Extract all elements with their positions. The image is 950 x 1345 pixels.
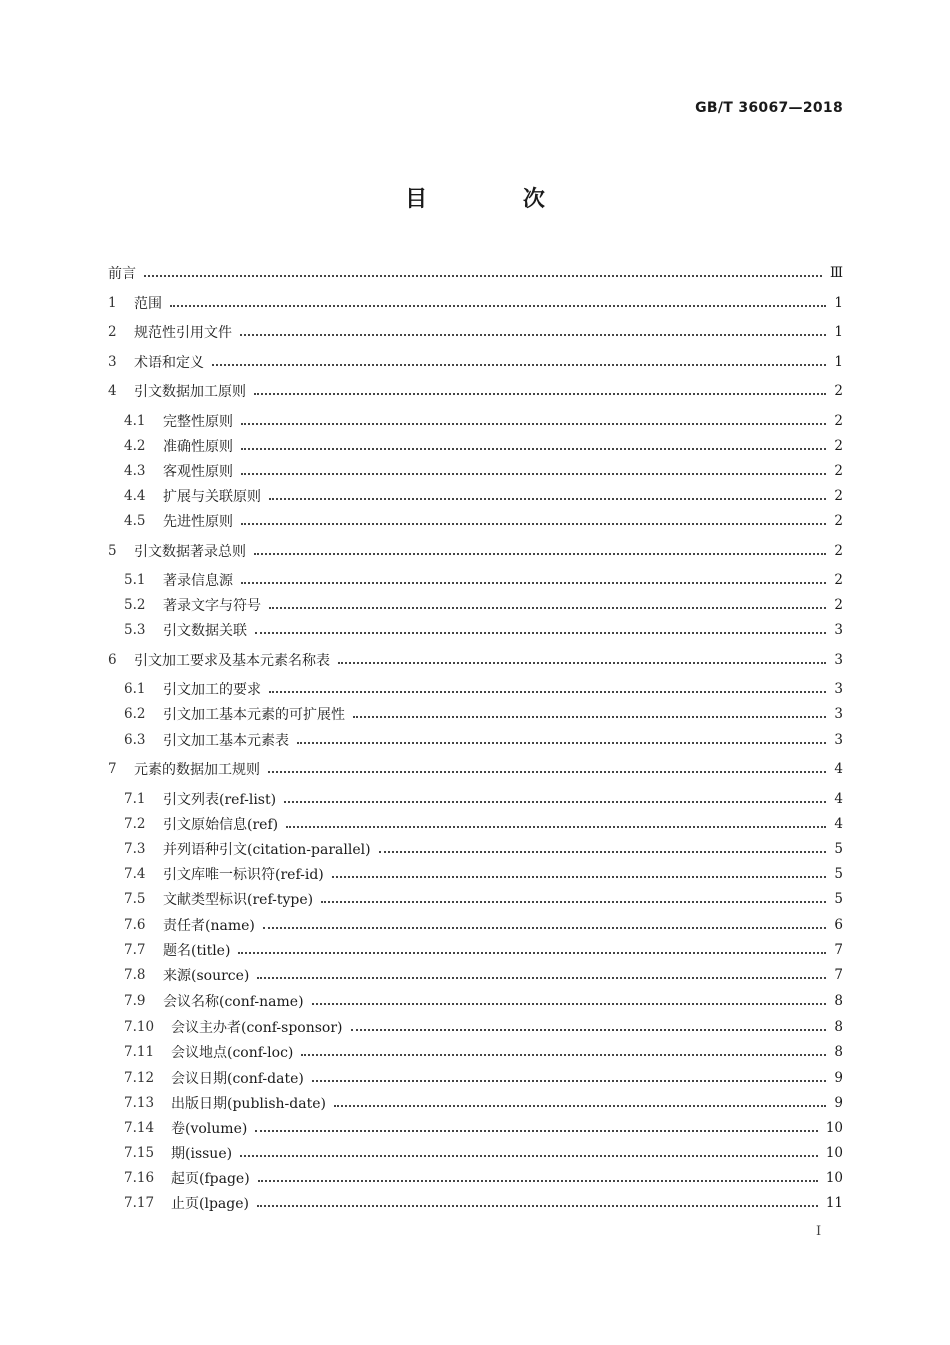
toc-entry[interactable] [108,990,843,1012]
toc-leader-dots [257,976,826,979]
toc-leader-dots [238,951,826,954]
toc-leader-dots [144,274,822,277]
toc-leader-dots [254,392,826,395]
standard-code: GB/T 36067—2018 [695,100,843,116]
toc-entry[interactable] [108,540,843,562]
toc-entry-label: 著录文字与符号 [163,598,261,614]
toc-entry[interactable] [108,1117,843,1139]
toc-entry-page: 1 [834,324,843,340]
toc-entry-page: 1 [834,295,843,311]
toc-entry-number: 1 [108,295,117,311]
toc-entry[interactable] [108,262,843,284]
toc-entry[interactable] [108,914,843,936]
toc-leader-dots [241,422,826,425]
toc-entry-label: 引文加工基本元素的可扩展性 [163,707,345,723]
toc-leader-dots [255,1129,818,1132]
toc-entry-label: 会议日期(conf-date) [171,1071,304,1087]
toc-entry-number: 7.10 [124,1019,155,1035]
toc-leader-dots [240,333,826,336]
toc-entry-number: 4.3 [124,463,146,479]
toc-entry-label: 引文列表(ref-list) [163,792,277,808]
toc-entry-label: 期(issue) [171,1146,233,1162]
toc-entry[interactable] [108,619,843,641]
toc-entry-page: 5 [834,841,843,857]
toc-entry-page: Ⅲ [829,265,843,281]
toc-entry-label: 先进性原则 [163,514,233,530]
toc-entry-page: 10 [825,1145,843,1161]
toc-entry-number: 6.2 [124,706,146,722]
toc-entry-number: 7.3 [124,841,146,857]
toc-entry[interactable] [108,964,843,986]
toc-entry-label: 引文库唯一标识符(ref-id) [163,867,324,883]
toc-entry-number: 7.17 [124,1195,155,1211]
toc-entry-page: 2 [834,597,843,613]
toc-entry-label: 引文原始信息(ref) [163,817,279,833]
toc-entry[interactable] [108,1167,843,1189]
toc-leader-dots [269,690,826,693]
toc-entry[interactable] [108,410,843,432]
toc-entry-number: 7.9 [124,993,146,1009]
toc-entry-page: 4 [834,816,843,832]
toc-leader-dots [321,900,826,903]
toc-entry-label: 引文加工要求及基本元素名称表 [134,653,330,669]
toc-leader-dots [297,741,826,744]
toc-entry-label: 文献类型标识(ref-type) [163,892,314,908]
toc-entry[interactable] [108,888,843,910]
toc-leader-dots [254,552,826,555]
toc-entry-page: 2 [834,572,843,588]
toc-entry[interactable] [108,729,843,751]
toc-entry[interactable] [108,863,843,885]
toc-entry-page: 8 [834,1019,843,1035]
toc-entry-page: 3 [834,681,843,697]
toc-entry-label: 规范性引用文件 [134,325,232,341]
toc-entry-label: 卷(volume) [171,1121,248,1137]
toc-leader-dots [286,825,826,828]
toc-entry-page: 9 [834,1070,843,1086]
toc-entry-number: 7.5 [124,891,146,907]
toc-leader-dots [334,1104,826,1107]
toc-leader-dots [338,661,826,664]
toc-entry-number: 7.14 [124,1120,155,1136]
toc-entry-page: 10 [825,1170,843,1186]
toc-entry-number: 4 [108,383,117,399]
toc-entry-number: 3 [108,354,117,370]
toc-leader-dots [268,770,826,773]
toc-leader-dots [332,875,826,878]
toc-entry[interactable] [108,1142,843,1164]
toc-entry-label: 客观性原则 [163,464,233,480]
toc-entry[interactable] [108,1041,843,1063]
toc-leader-dots [212,363,826,366]
toc-entry-label: 来源(source) [163,968,250,984]
toc-entry-number: 6.1 [124,681,146,697]
toc-entry[interactable] [108,351,843,373]
toc-entry[interactable] [108,569,843,591]
toc-entry-page: 3 [834,732,843,748]
toc-entry-page: 5 [834,891,843,907]
toc-entry-number: 7.15 [124,1145,155,1161]
toc-leader-dots [257,1204,818,1207]
toc-entry-label: 责任者(name) [163,918,255,934]
toc-entry-page: 2 [834,543,843,559]
toc-entry-number: 7.16 [124,1170,155,1186]
toc-entry[interactable] [108,485,843,507]
footer-page-number: I [816,1224,822,1239]
toc-entry-label: 元素的数据加工规则 [134,762,260,778]
toc-leader-dots [241,447,826,450]
toc-entry-number: 4.1 [124,413,146,429]
toc-entry-number: 4.5 [124,513,146,529]
toc-entry-number: 6.3 [124,732,146,748]
toc-entry-page: 8 [834,1044,843,1060]
toc-leader-dots [241,472,826,475]
toc-entry-number: 7.8 [124,967,146,983]
toc-entry[interactable] [108,1092,843,1114]
toc-entry-number: 5.3 [124,622,146,638]
toc-entry-page: 7 [834,942,843,958]
toc-entry[interactable] [108,1016,843,1038]
toc-leader-dots [240,1154,818,1157]
toc-entry-number: 7 [108,761,117,777]
toc-entry-number: 7.12 [124,1070,155,1086]
toc-entry[interactable] [108,380,843,402]
toc-leader-dots [241,581,826,584]
toc-entry-number: 7.6 [124,917,146,933]
toc-entry-number: 7.11 [124,1044,155,1060]
toc-entry[interactable] [108,1067,843,1089]
toc-entry-label: 引文数据著录总则 [134,544,246,560]
toc-entry-page: 3 [834,622,843,638]
toc-leader-dots [263,926,826,929]
toc-leader-dots [269,606,826,609]
toc-entry-label: 并列语种引文(citation-parallel) [163,842,371,858]
toc-entry-number: 7.1 [124,791,146,807]
toc-leader-dots [312,1079,826,1082]
toc-leader-dots [379,850,826,853]
toc-entry-number: 4.2 [124,438,146,454]
toc-leader-dots [284,800,826,803]
toc-entry-page: 4 [834,791,843,807]
toc-leader-dots [170,304,826,307]
toc-entry-label: 题名(title) [163,943,231,959]
toc-entry[interactable] [108,678,843,700]
toc-leader-dots [312,1002,826,1005]
toc-entry-page: 3 [834,652,843,668]
toc-entry[interactable] [108,758,843,780]
toc-entry[interactable] [108,703,843,725]
toc-entry[interactable] [108,292,843,314]
toc-entry-label: 引文数据关联 [163,623,247,639]
toc-entry-label: 范围 [134,296,162,312]
toc-entry-label: 扩展与关联原则 [163,489,261,505]
toc-entry-label: 术语和定义 [134,355,204,371]
toc-entry-number: 4.4 [124,488,146,504]
toc-entry-number: 7.7 [124,942,146,958]
toc-entry-label: 完整性原则 [163,414,233,430]
toc-entry-label: 著录信息源 [163,573,233,589]
toc-entry[interactable] [108,838,843,860]
toc-entry-label: 引文加工基本元素表 [163,733,289,749]
toc-entry[interactable] [108,510,843,532]
toc-entry[interactable] [108,435,843,457]
toc-entry-label: 会议名称(conf-name) [163,994,304,1010]
toc-entry-page: 2 [834,463,843,479]
toc-entry-page: 7 [834,967,843,983]
toc-entry-number: 7.4 [124,866,146,882]
toc-entry-label: 引文加工的要求 [163,682,261,698]
toc-entry-page: 2 [834,513,843,529]
toc-entry-page: 8 [834,993,843,1009]
toc-entry-label: 起页(fpage) [171,1171,250,1187]
toc-entry[interactable] [108,594,843,616]
toc-entry-label: 会议主办者(conf-sponsor) [171,1020,343,1036]
toc-entry-page: 9 [834,1095,843,1111]
toc-entry[interactable] [108,813,843,835]
toc-entry[interactable] [108,321,843,343]
toc-leader-dots [258,1179,818,1182]
toc-entry-page: 2 [834,438,843,454]
toc-entry-number: 2 [108,324,117,340]
toc-leader-dots [269,497,826,500]
toc-entry-label: 准确性原则 [163,439,233,455]
toc-leader-dots [241,522,826,525]
toc-entry[interactable] [108,1192,843,1214]
toc-entry-page: 10 [825,1120,843,1136]
toc-entry-number: 7.13 [124,1095,155,1111]
toc-entry-page: 2 [834,488,843,504]
toc-entry-page: 1 [834,354,843,370]
toc-entry-page: 4 [834,761,843,777]
toc-entry-label: 会议地点(conf-loc) [171,1045,294,1061]
toc-entry-number: 6 [108,652,117,668]
toc-entry[interactable] [108,649,843,671]
toc-entry-label: 前言 [108,266,136,282]
toc-entry-page: 5 [834,866,843,882]
toc-leader-dots [255,631,826,634]
toc-entry-page: 2 [834,413,843,429]
toc-entry-page: 11 [825,1195,843,1211]
toc-entry[interactable] [108,460,843,482]
toc-entry-page: 3 [834,706,843,722]
toc-entry-number: 5.1 [124,572,146,588]
toc-entry-number: 7.2 [124,816,146,832]
page-title: 目 次 [405,187,589,212]
toc-leader-dots [301,1053,826,1056]
toc-entry-number: 5 [108,543,117,559]
toc-entry-number: 5.2 [124,597,146,613]
toc-entry[interactable] [108,939,843,961]
toc-entry-page: 6 [834,917,843,933]
toc-entry-label: 引文数据加工原则 [134,384,246,400]
toc-entry[interactable] [108,788,843,810]
toc-entry-label: 止页(lpage) [171,1196,249,1212]
toc-entry-page: 2 [834,383,843,399]
toc-leader-dots [353,715,826,718]
toc-entry-label: 出版日期(publish-date) [171,1096,326,1112]
toc-leader-dots [351,1028,826,1031]
